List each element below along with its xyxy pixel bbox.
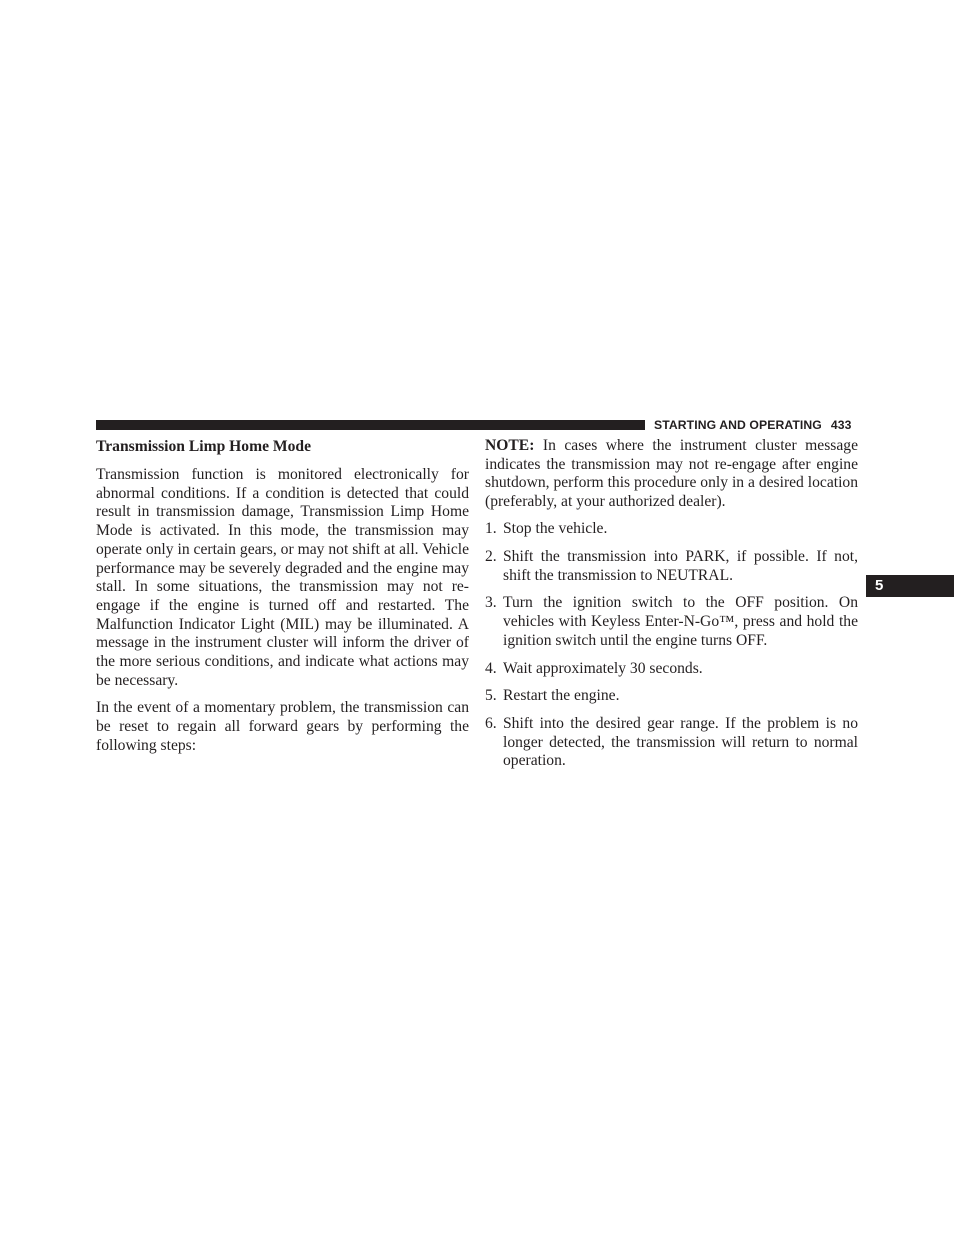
step-text: Restart the engine. <box>503 687 620 705</box>
running-header <box>654 418 852 432</box>
step-number: 5. <box>485 687 497 705</box>
step-number: 6. <box>485 715 497 732</box>
left-column <box>96 437 469 756</box>
list-item <box>485 687 858 706</box>
note-label: NOTE: <box>485 437 535 454</box>
list-item <box>485 520 858 539</box>
step-number: 3. <box>485 594 497 612</box>
chapter-tab <box>866 575 954 597</box>
list-item <box>485 548 858 585</box>
section-heading: Transmission Limp Home Mode <box>96 438 311 455</box>
body-paragraph: In the event of a momentary problem, the transmission can be reset to regain all forward gears by performing the following steps: <box>96 699 469 754</box>
note-text: In cases where the instrument cluster message indicates the transmission may not re-engage after engine shutdown, perform this procedure only in a desired location (preferably, at your authorized dealer). <box>485 437 858 510</box>
step-text: Wait approximately 30 seconds. <box>503 659 703 677</box>
list-item <box>485 594 858 650</box>
step-number: 1. <box>485 520 497 538</box>
step-text: Shift into the desired gear range. If the problem is no longer detected, the transmission will return to normal operation. <box>503 715 858 770</box>
step-number: 4. <box>485 659 497 677</box>
step-text: Stop the vehicle. <box>503 520 608 538</box>
list-item <box>485 660 858 679</box>
header-rule <box>96 420 645 430</box>
step-text: Turn the ignition switch to the OFF position. On vehicles with Keyless Enter-N-Go™, press and hold the ignition switch until the engine turns OFF. <box>503 594 858 649</box>
body-paragraph: Transmission function is monitored electronically for abnormal conditions. If a condition is detected that could result in transmission damage, Transmission Limp Home Mode is activated. In this mode, the transmission may operate only in certain gears, or may not shift at all. Vehicle performance may be severely degraded and the engine may stall. In some situations, the transmission may not re-engage if the engine is turned off and restarted. The Malfunction Indicator Light (MIL) may be illuminated. A message in the instrument cluster will inform the driver of the more serious conditions, and indicate what actions may be necessary. <box>96 466 469 689</box>
note-paragraph <box>485 437 858 511</box>
step-text: Shift the transmission into PARK, if possible. If not, shift the transmission to NEUTRAL. <box>503 548 858 584</box>
step-number: 2. <box>485 548 497 566</box>
list-item <box>485 715 858 771</box>
steps-list <box>485 520 858 771</box>
section-title: STARTING AND OPERATING <box>654 418 822 432</box>
chapter-number: 5 <box>875 577 884 594</box>
page-number: 433 <box>830 418 852 432</box>
right-column <box>485 437 858 780</box>
